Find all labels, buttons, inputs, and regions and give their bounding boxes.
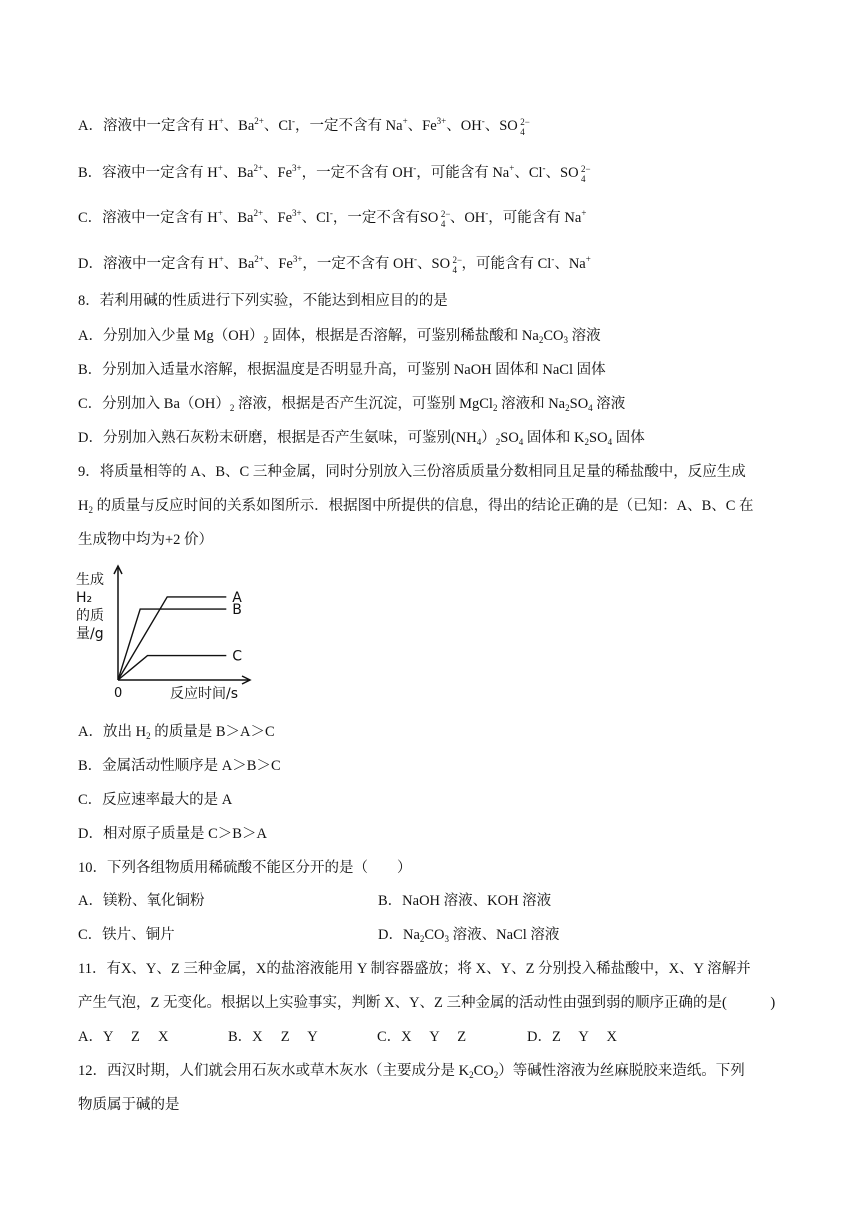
q8-option-b: B．分别加入适量水溶解，根据温度是否明显升高，可鉴别 NaOH 固体和 NaCl 固体 — [78, 362, 606, 378]
q8-option-a: A．分别加入少量 $Mg(OH)_2$ 固体，根据是否溶解，可鉴别稀盐酸和 $Na_2CO_3$ 溶液 — [78, 328, 601, 345]
q7-option-c: C．溶液中一定含有 H+、$Ba^{2+}$、$Fe^{3+}$、Cl-，一定不含有 SO 2− 4 、OH-，可能含有 Na+ — [78, 208, 587, 229]
q12-stem-line-2: 物质属于碱的是 — [78, 1097, 180, 1113]
sulfate-ion: SO 2− 4 — [499, 117, 530, 137]
q11-option-a: A．Y Z X — [78, 1029, 169, 1045]
y-axis-label-line: 的质 — [76, 608, 104, 624]
y-axis-label-line: 量/g — [76, 626, 104, 642]
q9-option-d: D．相对原子质量是 C＞B＞A — [78, 826, 267, 842]
q8-option-c: C．分别加入 $Ba(OH)_2$ 溶液，根据是否产生沉淀，可鉴别 MgCl$_2$ 溶液和 $Na_2SO_4$ 溶液 — [78, 396, 626, 413]
y-axis-label-line: H₂ — [76, 590, 93, 606]
q8-stem: 8．若利用碱的性质进行下列实验，不能达到相应目的的是 — [78, 293, 448, 309]
sulfate-ion: SO 2− 4 — [560, 164, 591, 184]
origin-label: 0 — [114, 686, 123, 701]
q9-option-a: A．放出 $H_2$ 的质量是 B＞A＞C — [78, 724, 275, 741]
series-line-b — [118, 609, 226, 680]
q7-option-d: D．溶液中一定含有 H+、$Ba^{2+}$、$Fe^{3+}$，一定不含有 OH-、 SO 2− 4 ，可能含有 Cl-、Na+ — [78, 254, 591, 275]
q10-option-d: D．$Na_2CO_3$ 溶液、NaCl 溶液 — [378, 927, 560, 944]
q9-option-b: B．金属活动性顺序是 A＞B＞C — [78, 758, 281, 774]
x-axis-label: 反应时间/s — [170, 686, 239, 702]
q11-stem-line-1: 11．有X、Y、Z 三种金属，X的盐溶液能用 Y 制容器盛放；将 X、Y、Z 分别投入稀盐酸中，X、Y 溶解并 — [78, 961, 751, 977]
q9-stem-line-2: $H_2$ 的质量与反应时间的关系如图所示．根据图中所提供的信息，得出的结论正确的是（已知：A、B、C 在 — [78, 498, 754, 515]
q9-stem-line-1: 9．将质量相等的 A、B、C 三种金属，同时分别放入三份溶质质量分数相同且足量的稀盐酸中，反应生成 — [78, 464, 746, 480]
q11-option-d: D．Z Y X — [527, 1029, 617, 1045]
q8-option-d: D．分别加入熟石灰粉末研磨，根据是否产生氨味，可鉴别$(NH_4)_2SO_4$ 固体和 $K_2SO_4$ 固体 — [78, 430, 645, 447]
q10-stem: 10．下列各组物质用稀硫酸不能区分开的是（ ） — [78, 860, 412, 876]
y-axis-label-line: 生成 — [76, 572, 104, 588]
q11-option-b: B．X Z Y — [228, 1029, 318, 1045]
q11-stem-line-2: 产生气泡，Z 无变化。根据以上实验事实，判断 X、Y、Z 三种金属的活动性由强到弱的顺序正确的是( ) — [78, 995, 776, 1011]
q11-option-c: C．X Y Z — [377, 1029, 467, 1045]
series-label-b: B — [232, 602, 242, 619]
series-line-c — [118, 656, 226, 680]
q10-option-b: B．NaOH 溶液、KOH 溶液 — [378, 893, 552, 909]
series-label-c: C — [232, 648, 243, 665]
q10-option-c: C．铁片、铜片 — [78, 927, 175, 943]
sulfate-ion: SO 2− 4 — [419, 209, 451, 229]
q9-h2-mass-chart — [76, 564, 256, 704]
q10-option-a: A．镁粉、氧化铜粉 — [78, 893, 205, 909]
q9-option-c: C．反应速率最大的是 A — [78, 792, 233, 808]
sulfate-ion: SO 2− 4 — [431, 255, 463, 275]
series-label-a: A — [232, 589, 242, 606]
q12-stem-line-1: 12．西汉时期，人们就会用石灰水或草木灰水（主要成分是 $K_2CO_2$）等碱性溶液为丝麻脱胶来造纸。下列 — [78, 1063, 745, 1080]
q9-stem-line-3: 生成物中均为+2 价） — [78, 532, 214, 548]
q7-option-b: B．容液中一定含有 H+、$Ba^{2+}$、$Fe^{3+}$，一定不含有 OH-，可能含有 Na+、Cl-、 SO 2− 4 — [78, 163, 591, 184]
q7-option-a: A．溶液中一定含有 H+、$Ba^{2+}$、Cl-，一定不含有 Na+、$Fe^{3+}$、OH-、 SO 2− 4 — [78, 116, 530, 137]
